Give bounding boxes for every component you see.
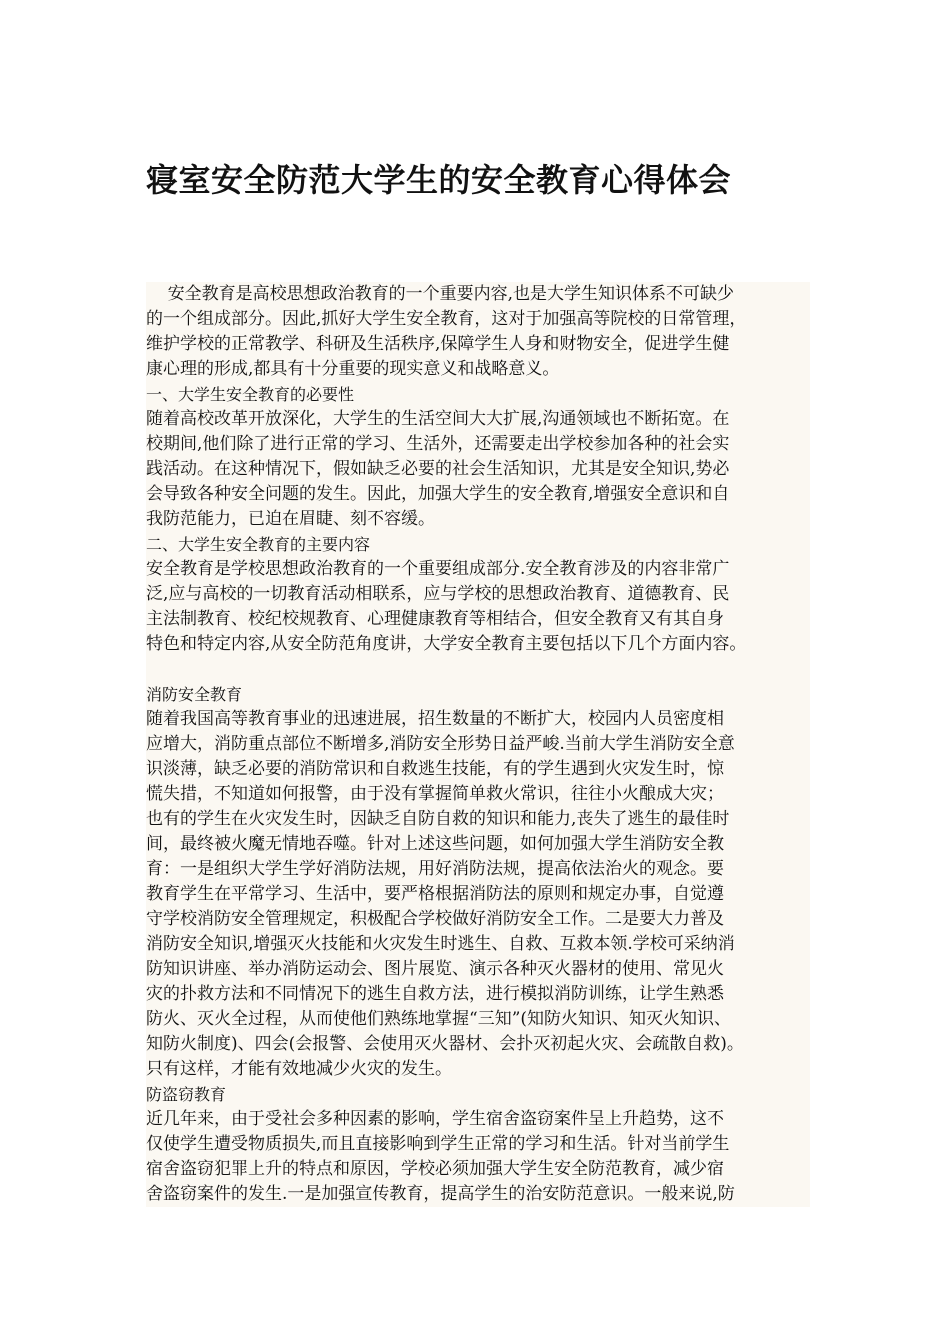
document-body [146,282,810,1207]
section-heading: 防盗窃教育 [146,1085,227,1104]
text-line: 泛,应与高校的一切教育活动相联系，应与学校的思想政治教育、道德教育、民 [146,584,730,604]
text-line: 只有这样，才能有效地减少火灾的发生。 [146,1059,452,1079]
text-line: 知防火制度)、四会(会报警、会使用灭火器材、会扑灭初起火灾、会疏散自救)。 [146,1034,744,1054]
text-line: 安全教育是高校思想政治教育的一个重要内容,也是大学生知识体系不可缺少 [146,284,735,304]
text-line: 近几年来，由于受社会多种因素的影响，学生宿舍盗窃案件呈上升趋势，这不 [146,1109,724,1129]
text-line: 宿舍盗窃犯罪上升的特点和原因，学校必须加强大学生安全防范教育，减少宿 [146,1159,724,1179]
section-heading: 二、大学生安全教育的主要内容 [146,535,371,554]
text-line: 维护学校的正常教学、科研及生活秩序,保障学生人身和财物安全，促进学生健 [146,334,730,354]
text-line: 识淡薄，缺乏必要的消防常识和自救逃生技能，有的学生遇到火灾发生时，惊 [146,759,724,779]
text-line: 间，最终被火魔无情地吞噬。针对上述这些问题，如何加强大学生消防安全教 [146,834,724,854]
section-heading: 消防安全教育 [146,685,243,704]
text-line: 我防范能力，已迫在眉睫、刻不容缓。 [146,509,435,529]
text-line: 随着我国高等教育事业的迅速进展，招生数量的不断扩大，校园内人员密度相 [146,709,724,729]
text-line: 育：一是组织大学生学好消防法规，用好消防法规，提高依法治火的观念。要 [146,859,724,879]
text-line: 随着高校改革开放深化，大学生的生活空间大大扩展,沟通领域也不断拓宽。在 [146,409,730,429]
page-title: 寝室安全防范大学生的安全教育心得体会 [146,161,732,199]
text-line: 也有的学生在火灾发生时，因缺乏自防自救的知识和能力,丧失了逃生的最佳时 [146,809,730,829]
text-line: 特色和特定内容,从安全防范角度讲，大学安全教育主要包括以下几个方面内容。 [146,634,747,654]
text-line: 守学校消防安全管理规定，积极配合学校做好消防安全工作。二是要大力普及 [146,909,724,929]
blank-line [146,657,810,682]
text-line: 仅使学生遭受物质损失,而且直接影响到学生正常的学习和生活。针对当前学生 [146,1134,730,1154]
text-line: 消防安全知识,增强灭火技能和火灾发生时逃生、自救、互救本领.学校可采纳消 [146,934,735,954]
section-heading: 一、大学生安全教育的必要性 [146,385,355,404]
text-line: 校期间,他们除了进行正常的学习、生活外，还需要走出学校参加各种的社会实 [146,434,730,454]
text-line: 践活动。在这种情况下，假如缺乏必要的社会生活知识，尤其是安全知识,势必 [146,459,730,479]
text-line: 安全教育是学校思想政治教育的一个重要组成部分.安全教育涉及的内容非常广 [146,559,730,579]
text-line: 教育学生在平常学习、生活中，要严格根据消防法的原则和规定办事，自觉遵 [146,884,724,904]
text-line: 会导致各种安全问题的发生。因此，加强大学生的安全教育,增强安全意识和自 [146,484,730,504]
text-line: 防知识讲座、举办消防运动会、图片展览、演示各种灭火器材的使用、常见火 [146,959,724,979]
text-line: 应增大，消防重点部位不断增多,消防安全形势日益严峻.当前大学生消防安全意 [146,734,735,754]
text-line: 舍盗窃案件的发生.一是加强宣传教育，提高学生的治安防范意识。一般来说,防 [146,1184,735,1204]
text-line: 主法制教育、校纪校规教育、心理健康教育等相结合，但安全教育又有其自身 [146,609,724,629]
text-line: 灾的扑救方法和不同情况下的逃生自救方法，进行模拟消防训练，让学生熟悉 [146,984,724,1004]
text-line: 防火、灭火全过程，从而使他们熟练地掌握“三知”(知防火知识、知灭火知识、 [146,1009,732,1029]
text-line: 的一个组成部分。因此,抓好大学生安全教育，这对于加强高等院校的日常管理， [146,309,747,329]
text-line: 慌失措，不知道如何报警，由于没有掌握简单救火常识，往往小火酿成大灾； [146,784,724,804]
text-line: 康心理的形成,都具有十分重要的现实意义和战略意义。 [146,359,560,379]
